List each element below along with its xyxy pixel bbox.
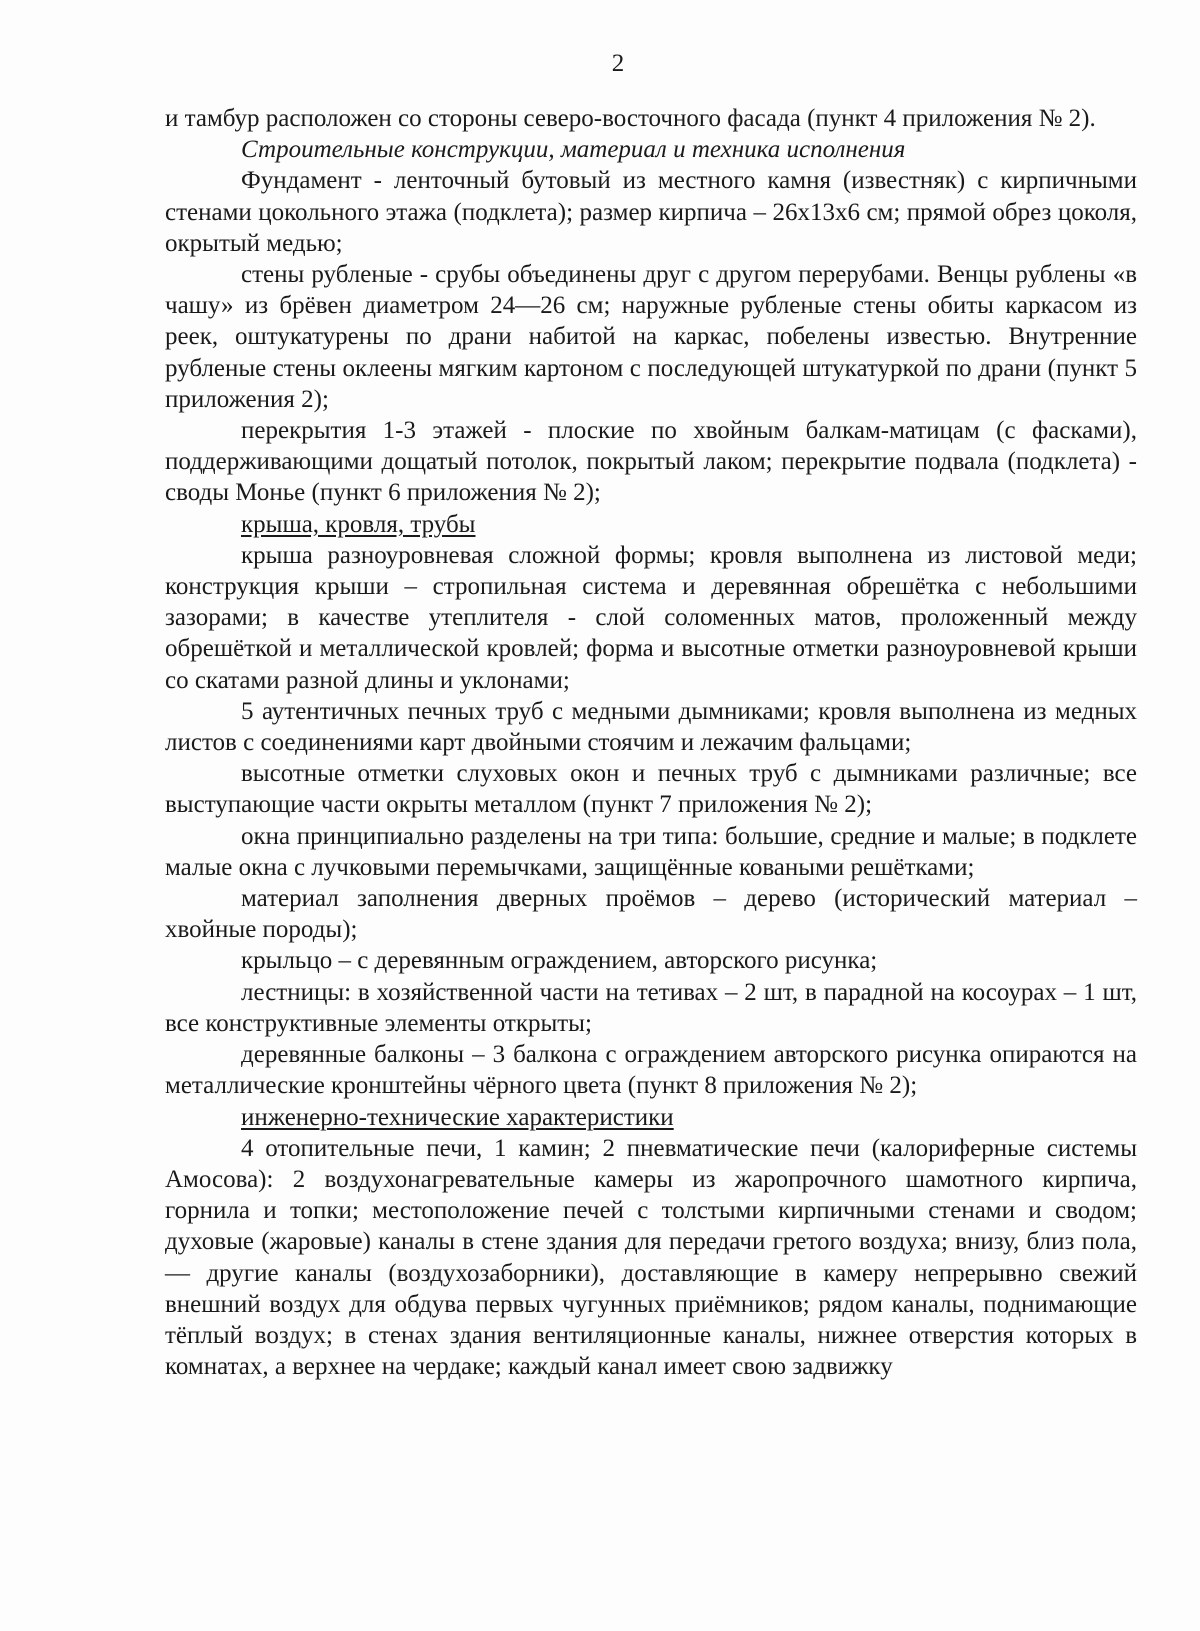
page-number: 2 xyxy=(611,50,625,77)
subheading-roof-text: крыша, кровля, трубы xyxy=(241,510,476,538)
subheading-roof xyxy=(165,509,1137,540)
paragraph-stairs: лестницы: в хозяйственной части на тетивах – 2 шт, в парадной на косоурах – 1 шт, все конструктивные элементы открыты; xyxy=(165,978,1137,1037)
paragraph-floors: перекрытия 1-3 этажей - плоские по хвойным балкам-матицам (с фасками), поддерживающими дощатый потолок, покрытый лаком; перекрытие подвала (подклета) - своды Монье (пункт 6 приложения № 2); xyxy=(165,417,1137,507)
subheading-engineering-text: инженерно-технические характеристики xyxy=(241,1103,674,1131)
paragraph-continuation: и тамбур расположен со стороны северо-восточного фасада (пункт 4 приложения № 2). xyxy=(165,105,1096,132)
paragraph-windows: окна принципиально разделены на три типа: большие, средние и малые; в подклете малые окна с лучковыми перемычками, защищённые коваными решётками; xyxy=(165,822,1137,881)
section-heading-construction: Строительные конструкции, материал и техника исполнения xyxy=(241,136,906,164)
paragraph-heating: 4 отопительные печи, 1 камин; 2 пневматические печи (калориферные системы Амосова): 2 воздухонагревательные камеры из жаропрочного шамотного кирпича, горнила и топки; местоположение печей с толстыми кирпичными стенами и сводом; духовые (жаровые) каналы в стене здания для передачи гретого воздуха; внизу, близ пола, — другие каналы (воздухозаборники), доставляющие в камеру непрерывно свежий внешний воздух для обдува первых чугунных приёмников; рядом каналы, поднимающие тёплый воздух; в стенах здания вентиляционные каналы, нижнее отверстия которых в комнатах, а верхнее на чердаке; каждый канал имеет свою задвижку xyxy=(165,1134,1137,1381)
paragraph-dormers: высотные отметки слуховых окон и печных труб с дымниками различные; все выступающие части окрыты металлом (пункт 7 приложения № 2); xyxy=(165,760,1137,819)
subheading-engineering xyxy=(165,1102,1137,1133)
paragraph-chimneys: 5 аутентичных печных труб с медными дымниками; кровля выполнена из медных листов с соединениями карт двойными стоячим и лежачим фальцами; xyxy=(165,697,1137,757)
paragraph-doors: материал заполнения дверных проёмов – дерево (исторический материал – хвойные породы); xyxy=(165,885,1137,944)
paragraph-porch: крыльцо – с деревянным ограждением, авторского рисунка; xyxy=(241,947,878,975)
paragraph-roof: крыша разноуровневая сложной формы; кровля выполнена из листовой меди; конструкция крыши – стропильная система и деревянная обрешётка с небольшими зазорами; в качестве утеплителя - слой соломенных матов, проложенный между обрешёткой и металлической кровлей; форма и высотные отметки разноуровневой крыши со скатами разной длины и уклонами; xyxy=(165,541,1137,694)
paragraph-balconies: деревянные балконы – 3 балкона с ограждением авторского рисунка опираются на металлические кронштейны чёрного цвета (пункт 8 приложения № 2); xyxy=(165,1041,1137,1100)
paragraph-foundation: Фундамент - ленточный бутовый из местного камня (известняк) с кирпичными стенами цокольного этажа (подклета); размер кирпича – 26х13х6 см; прямой обрез цоколя, окрытый медью; xyxy=(165,167,1137,257)
document-body xyxy=(165,103,1137,1382)
paragraph-walls: стены рубленые - срубы объединены друг с другом перерубами. Венцы рублены «в чашу» из брёвен диаметром 24—26 см; наружные рубленые стены обиты каркасом из реек, оштукатурены по драни набитой на каркас, побелены известью. Внутренние рубленые стены оклеены мягким картоном с последующей штукатуркой по драни (пункт 5 приложения 2); xyxy=(165,261,1137,413)
